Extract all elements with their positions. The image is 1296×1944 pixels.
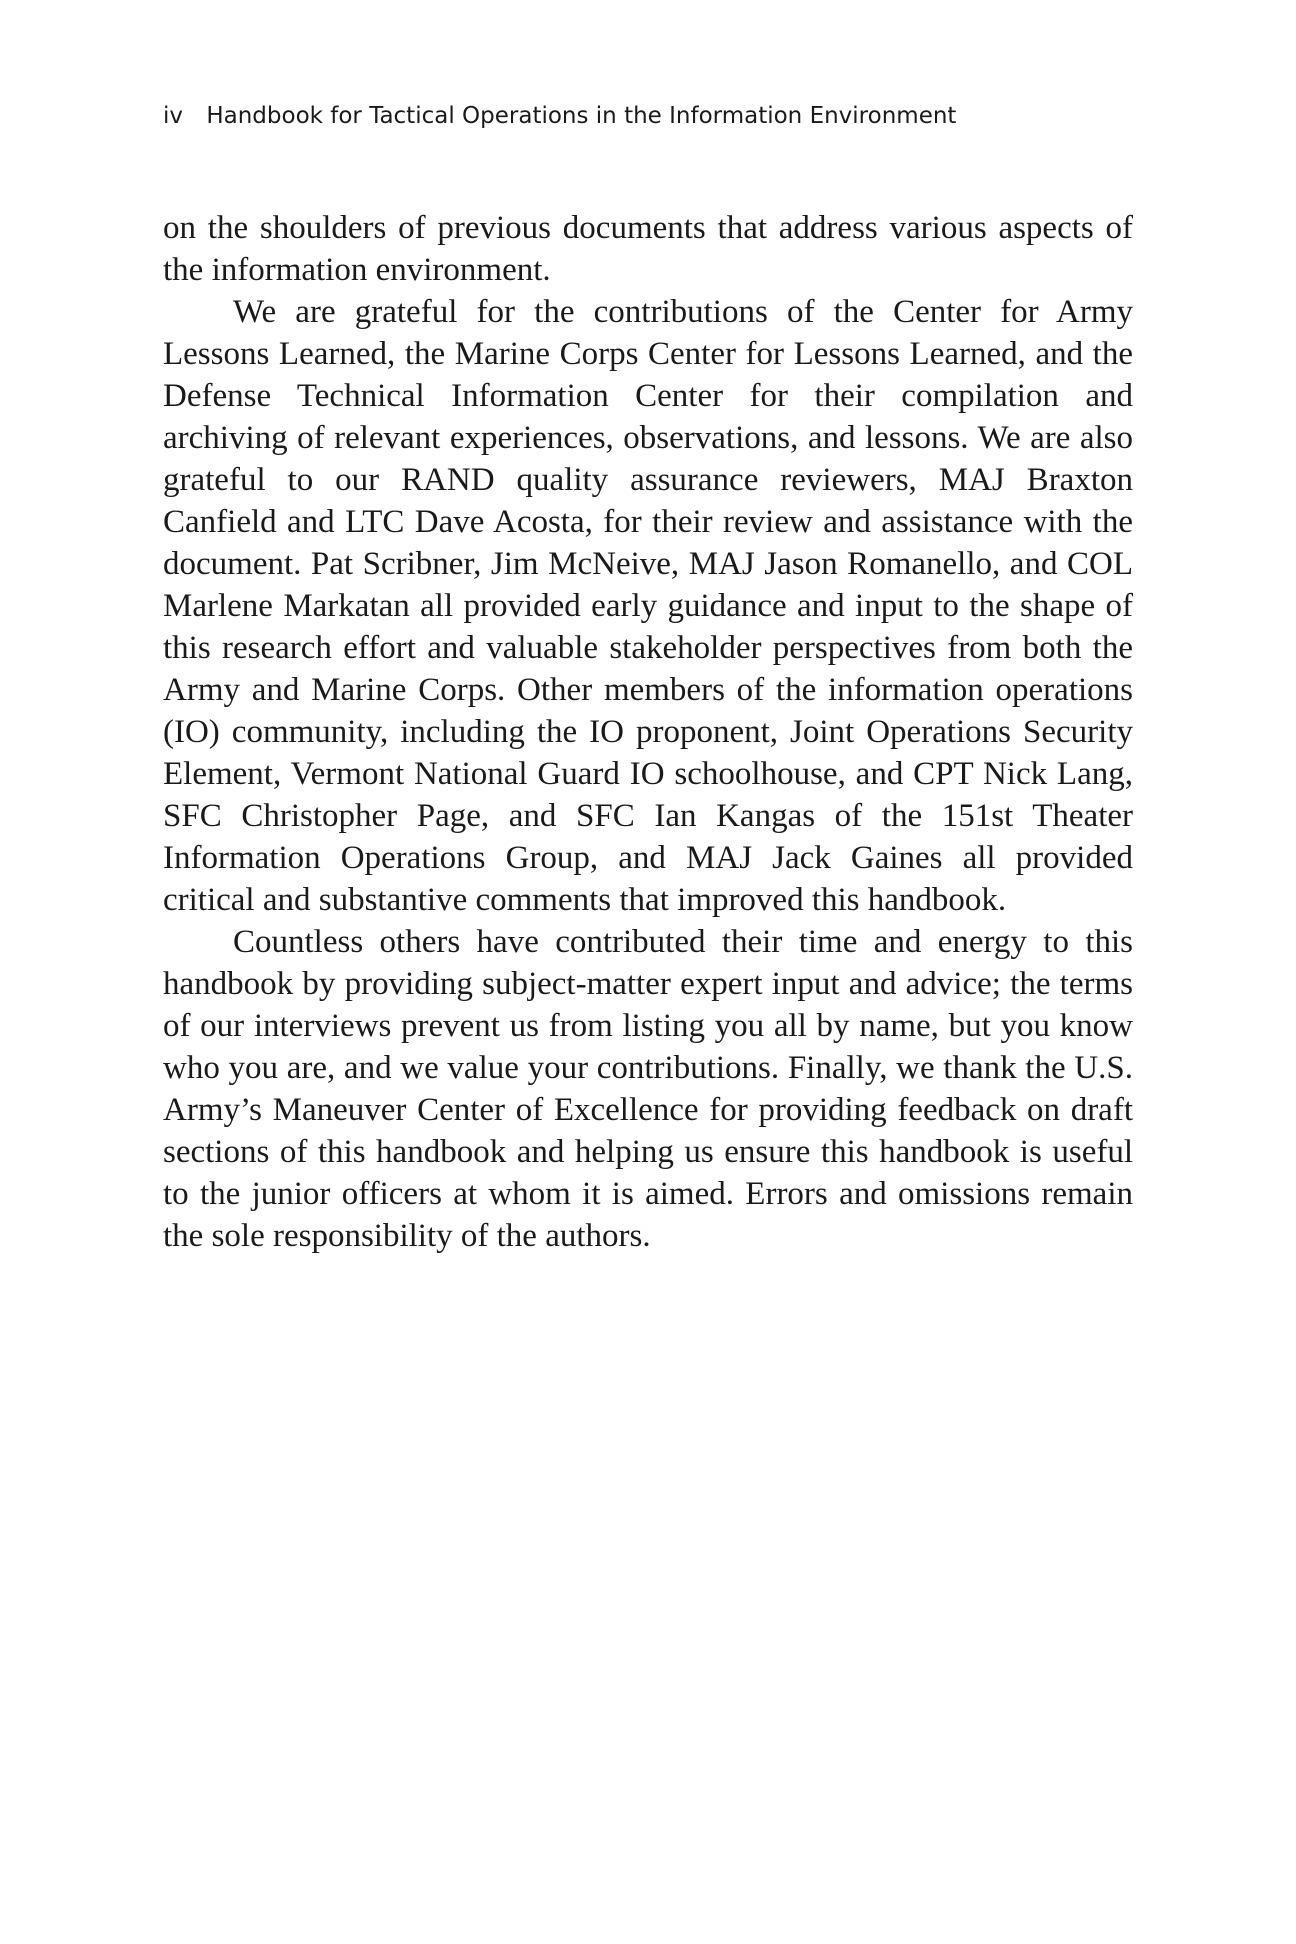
body-text bbox=[163, 207, 1133, 1257]
paragraph-continuation: on the shoulders of previous documents that address various aspects of the information environment. bbox=[163, 210, 1133, 288]
page-number: iv bbox=[163, 103, 184, 129]
paragraph-acknowledgments: We are grateful for the contributions of the Center for Army Lessons Learned, the Marine Corps Center for Lessons Learned, and the Defense Technical Information Center for their compilation and archiving of relevant experiences, observations, and lessons. We are also grateful to our RAND quality assurance reviewers, MAJ Braxton Canfield and LTC Dave Acosta, for their review and assistance with the document. Pat Scribner, Jim McNeive, MAJ Jason Romanello, and COL Marlene Markatan all provided early guidance and input to the shape of this research effort and valuable stakeholder perspectives from both the Army and Marine Corps. Other members of the information operations (IO) community, including the IO proponent, Joint Operations Security Element, Vermont National Guard IO schoolhouse, and CPT Nick Lang, SFC Christopher Page, and SFC Ian Kangas of the 151st Theater Information Operations Group, and MAJ Jack Gaines all provided critical and substantive comments that improved this handbook. bbox=[163, 294, 1133, 918]
running-head bbox=[163, 101, 956, 131]
running-head-title: Handbook for Tactical Operations in the Information Environment bbox=[206, 103, 957, 129]
paragraph-closing: Countless others have contributed their time and energy to this handbook by providing subject-matter expert input and advice; the terms of our interviews prevent us from listing you all by name, but you know who you are, and we value your contributions. Finally, we thank the U.S. Army’s Maneuver Center of Excellence for providing feedback on draft sections of this handbook and helping us ensure this handbook is useful to the junior officers at whom it is aimed. Errors and omissions remain the sole responsibility of the authors. bbox=[163, 924, 1133, 1254]
